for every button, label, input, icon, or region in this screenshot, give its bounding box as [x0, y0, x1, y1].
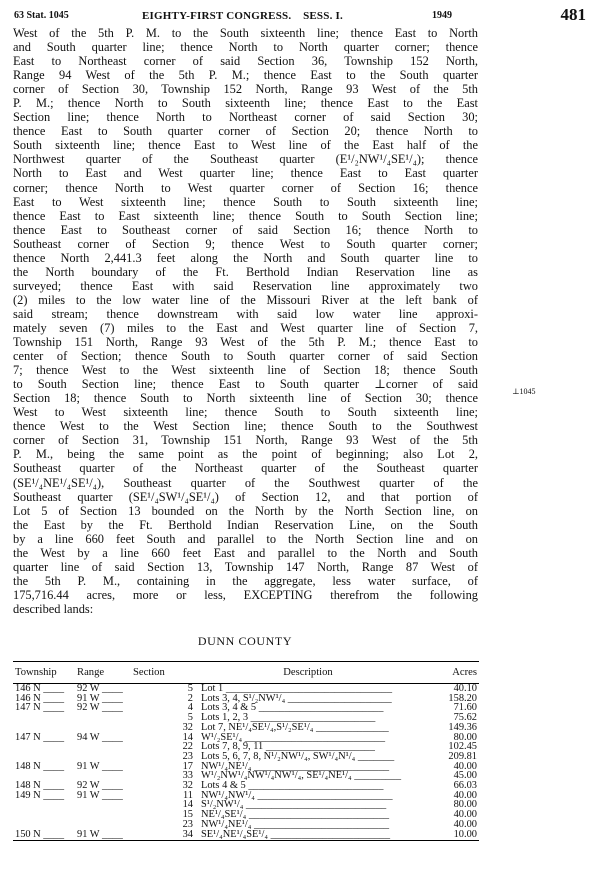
cell-acres: 40.00: [453, 809, 477, 821]
table-row: [13, 703, 479, 713]
text-line: the North boundary of the Ft. Berthold Indian Reservation line as: [13, 264, 478, 279]
table-row: [13, 800, 479, 810]
text-line: thence East to East sixteenth line; thence South to South Section line;: [13, 208, 478, 223]
cell-range: 91 W ____: [75, 830, 131, 841]
legal-description-text: [13, 26, 478, 616]
cell-range: [75, 810, 131, 820]
cell-section: 17: [182, 760, 193, 772]
text-line: said stream; thence downstream with said low water line approxi-: [13, 306, 478, 321]
text-line: center of Section; thence South to South quarter corner of said Section: [13, 349, 478, 364]
text-line: and South quarter line; thence North to North quarter corner; thence: [13, 40, 478, 55]
table-row: [13, 713, 479, 723]
text-line: surveyed; thence East with said Reservation line approximately two: [13, 278, 478, 293]
cell-range: [75, 742, 131, 752]
cell-section: 11: [182, 789, 193, 801]
text-line: Range 94 West of the 5th P. M.; thence East to the South quarter: [13, 68, 478, 83]
cell-description: W¹/₂SE¹/₄ ___________________________: [201, 732, 386, 743]
cell-description: NE¹/₄SE¹/₄ ___________________________: [201, 810, 390, 820]
cell-township: 147 N ____: [15, 731, 65, 743]
cell-township: 148 N ____: [15, 760, 65, 772]
text-line: Northwest quarter of the Southeast quarter (E¹/₂NW¹/₄SE¹/₄); thence: [13, 152, 478, 167]
table-row: [13, 762, 479, 772]
table-header-row: [13, 662, 479, 684]
cell-acres: 40.00: [453, 818, 477, 830]
cell-township: [13, 742, 75, 752]
text-line: West to West sixteenth line; thence South to South sixteenth line;: [13, 405, 478, 420]
text-line: mately seven (7) miles to the East and West quarter line of Section 7,: [13, 320, 478, 335]
cell-township: 147 N ____: [15, 702, 65, 714]
cell-range: 92 W ____: [77, 683, 123, 694]
column-header-range: Range: [75, 662, 131, 684]
table-row: [13, 733, 479, 743]
cell-range: 91 W ____: [77, 789, 123, 801]
text-line: thence East to South quarter corner of Section 20; thence North to: [13, 124, 478, 139]
table-row: [13, 791, 479, 801]
text-line: the West by a line 660 feet East and parallel to the North and South: [13, 545, 478, 560]
margin-note: ⊥1045: [512, 387, 536, 396]
table-row: [13, 810, 479, 820]
text-line: thence North 2,441.3 feet along the North and South quarter line to: [13, 250, 478, 265]
text-line: East to Northeast corner of said Section 36, Township 152 North,: [13, 54, 478, 69]
cell-description: Lots 1, 2, 3 ________________________: [201, 713, 376, 723]
text-line: Lot 5 of Section 13 bounded on the North by the North Section line, on: [13, 503, 478, 518]
text-line: South sixteenth line; thence East to West line of the East half of the: [13, 138, 478, 153]
statute-reference: 63 Stat. 1045: [14, 10, 69, 21]
text-line: corner of Section 31, Township 151 North, Range 93 West of the 5th: [13, 433, 478, 448]
text-line: (2) miles to the low water line of the Missouri River at the left bank of: [13, 292, 478, 307]
cell-section: 23: [182, 750, 193, 762]
text-line: Southeast corner of Section 9; thence West to South quarter corner;: [13, 236, 478, 251]
column-header-acres: Acres: [417, 662, 479, 684]
cell-description: Lots 7, 8, 9, 11 _____________________: [201, 742, 375, 752]
text-line: Southeast quarter of the Northeast quarter of the Southeast quarter: [13, 461, 478, 476]
text-line: Southeast quarter (SE¹/₄SW¹/₄SE¹/₄) of Section 12, and that portion of: [13, 489, 478, 504]
cell-description: Lots 3, 4 & 5 ________________________: [201, 703, 384, 714]
cell-acres: 40.00: [453, 789, 477, 801]
cell-section: 5: [187, 683, 193, 694]
text-line: Township 151 North, Range 93 West of the 5th P. M.; thence East to: [13, 335, 478, 350]
text-line: quarter line of said Section 13, Township 147 North, Range 87 West of: [13, 559, 478, 574]
cell-description: SE¹/₄NE¹/₄SE¹/₄ _______________________: [199, 830, 417, 841]
table-row: [13, 830, 479, 841]
text-line: 7; thence West to the West sixteenth line of Section 18; thence South: [13, 363, 478, 378]
cell-section: 15: [182, 809, 193, 821]
cell-township: [13, 713, 75, 723]
cell-township: 146 N ____: [15, 683, 65, 694]
cell-description: W¹/₂NW¹/₄NW¹/₄NW¹/₄, SE¹/₄NE¹/₄ _________: [201, 771, 402, 782]
text-line: corner; thence North to West quarter corner of Section 16; thence: [13, 180, 478, 195]
cell-range: 92 W ____: [77, 780, 123, 792]
cell-section: 32: [182, 780, 193, 792]
text-line: corner of Section 30, Township 152 North, Range 93 West of the 5th: [13, 82, 478, 97]
cell-description: NW¹/₄NE¹/₄ __________________________: [201, 761, 390, 772]
cell-range: [75, 800, 131, 810]
text-line: North to East and West quarter line; thence East to East quarter: [13, 166, 478, 181]
cell-township: [13, 800, 75, 810]
section-title: DUNN COUNTY: [197, 634, 293, 648]
table-row: [13, 742, 479, 752]
text-line: the East by the Ft. Berthold Indian Reservation Line, on the South: [13, 517, 478, 532]
page-header: [14, 6, 590, 24]
cell-range: 92 W ____: [77, 702, 123, 714]
cell-section: 22: [182, 741, 193, 753]
cell-township: 149 N ____: [15, 789, 65, 801]
page-number: 481: [560, 5, 586, 24]
cell-acres: 10.00: [417, 830, 479, 841]
cell-acres: 158.20: [448, 692, 477, 704]
text-line: thence East to Southeast corner of said Section 16; thence North to: [13, 222, 478, 237]
cell-acres: 75.62: [453, 712, 477, 724]
cell-description: Lots 3, 4, S¹/₂NW¹/₄ ____________________: [201, 693, 392, 704]
cell-range: 91 W ____: [77, 760, 123, 772]
text-line: East to West sixteenth line; thence South to South sixteenth line;: [13, 194, 478, 209]
column-header-township: Township: [13, 662, 75, 684]
cell-acres: 102.45: [448, 741, 477, 753]
cell-range: [75, 713, 131, 723]
cell-township: 146 N ____: [15, 692, 65, 704]
cell-description: NW¹/₄NE¹/₄ __________________________: [201, 819, 390, 830]
year: 1949: [432, 10, 452, 21]
cell-section: 4: [187, 702, 193, 714]
text-line: Section 18; thence South to North sixteenth line of Section 30; thence: [13, 391, 478, 406]
cell-acres: 80.00: [453, 799, 477, 811]
cell-section: 14: [182, 799, 193, 811]
cell-section: 34: [131, 830, 199, 841]
cell-acres: 80.00: [453, 731, 477, 743]
cell-description: Lot 1 ________________________________: [201, 684, 393, 694]
cell-range: 91 W ____: [77, 692, 123, 704]
cell-description: Lots 4 & 5 __________________________: [201, 781, 384, 791]
text-line: P. M.; thence North to South sixteenth line; thence East to the East: [13, 96, 478, 111]
cell-description: NW¹/₄NW¹/₄ __________________________: [201, 790, 393, 801]
text-line: P. M., being the same point as the point of beginning; also Lot 2,: [13, 447, 478, 462]
text-line: Section line; thence North to Northeast corner of said Section 30;: [13, 110, 478, 125]
cell-section: 14: [182, 731, 193, 743]
cell-township: [13, 810, 75, 820]
text-line: thence West to the West Section line; thence South to the Southwest: [13, 419, 478, 434]
text-line: to South Section line; thence East to South quarter ⊥corner of said: [13, 377, 478, 392]
cell-description: Lot 7, NE¹/₄SE¹/₄,S¹/₂SE¹/₄ ______________: [201, 722, 389, 733]
cell-range: 94 W ____: [77, 731, 123, 743]
column-header-description: Description: [199, 662, 417, 684]
cell-acres: 209.81: [448, 750, 477, 762]
text-line: (SE¹/₄NE¹/₄SE¹/₄), Southeast quarter of the Southwest quarter of the: [13, 475, 478, 490]
cell-section: 33: [182, 770, 193, 782]
text-line: described lands:: [13, 601, 94, 616]
cell-section: 2: [187, 692, 193, 704]
cell-description: S¹/₂NW¹/₄ ___________________________: [201, 800, 387, 811]
text-line: 175,716.44 acres, more or less, EXCEPTING therefrom the following: [13, 587, 478, 602]
cell-township: 148 N ____: [15, 780, 65, 792]
cell-acres: 149.36: [448, 721, 477, 733]
cell-acres: 66.03: [453, 780, 477, 792]
cell-acres: 40.10: [453, 683, 477, 694]
cell-section: 32: [182, 721, 193, 733]
column-header-section: Section: [131, 662, 199, 684]
cell-section: 23: [182, 818, 193, 830]
cell-section: 5: [187, 712, 193, 724]
congress-session: EIGHTY-FIRST CONGRESS. SESS. I.: [142, 10, 343, 22]
text-line: West of the 5th P. M. to the South sixteenth line; thence East to North: [13, 26, 478, 40]
text-line: the 5th P. M., containing in the aggregate, less water surface, of: [13, 573, 478, 588]
cell-acres: 45.00: [453, 770, 477, 782]
cell-acres: 71.60: [453, 702, 477, 714]
excepted-lands-table: [13, 661, 479, 841]
text-line: by a line 660 feet South and parallel to the North Section line and on: [13, 531, 478, 546]
cell-township: 150 N ____: [13, 830, 75, 841]
cell-description: Lots 5, 6, 7, 8, N¹/₂NW¹/₄, SW¹/₄N¹/₄ _______: [201, 751, 395, 762]
cell-acres: 40.00: [453, 760, 477, 772]
